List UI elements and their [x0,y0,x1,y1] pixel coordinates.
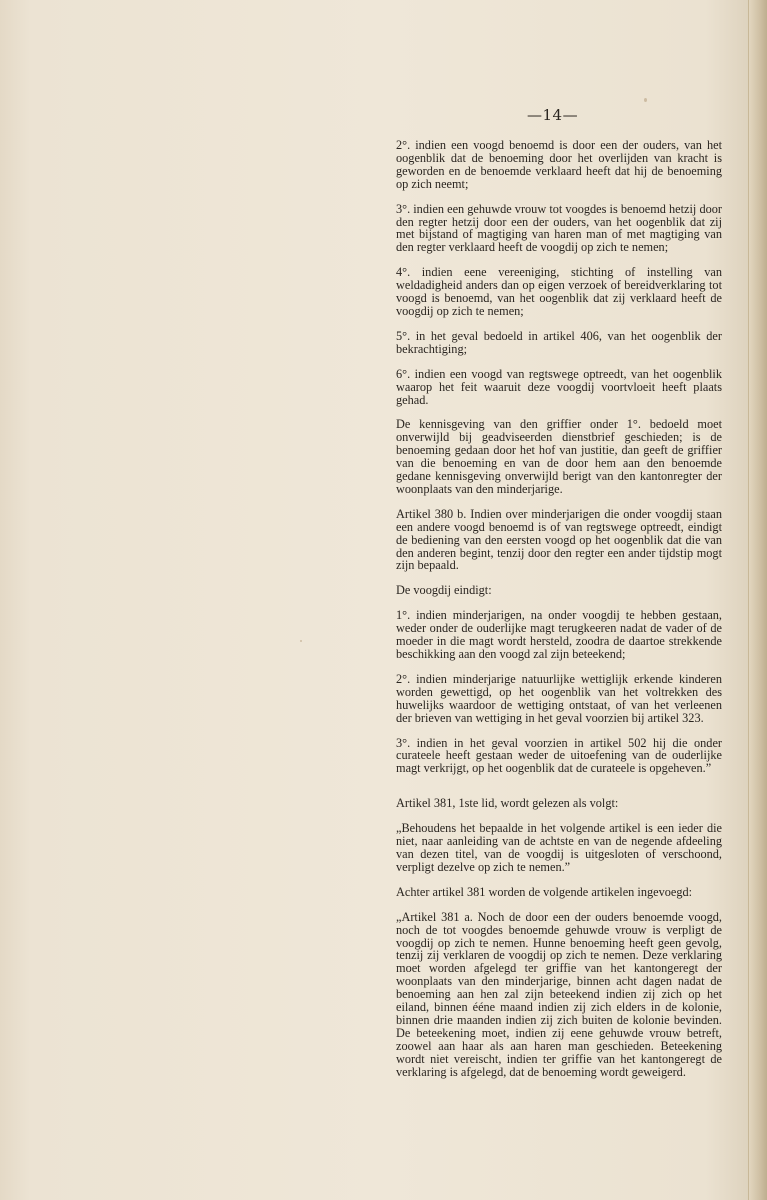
paragraph: 4°. indien eene vereeniging, stichting of instelling van weldadigheid anders dan op eigen verzoek of bereidverklaring tot voogd is benoemd, van het oogenblik dat zij verklaard heeft de voogdij op zich te nemen; [396,265,722,318]
paragraph: Artikel 380 b. Indien over minderjarigen die onder voogdij staan een andere voogd benoemd is of van regtswege optreedt, eindigt de bediening van den eersten voogd op het oogenblik dat die van den anderen begint, tenzij door den regter een ander tijdstip mogt zijn bepaald. [396,506,722,573]
body-text [396,139,722,1090]
page-binding-edge [748,0,767,1200]
page-number: —14— [527,106,579,124]
paper-spot [300,640,302,642]
paragraph: Artikel 381, 1ste lid, wordt gelezen als volgt: [396,796,619,811]
paragraph: Achter artikel 381 worden de volgende artikelen ingevoegd: [396,884,693,899]
paragraph: 1°. indien minderjarigen, na onder voogdij te hebben gestaan, weder onder de ouderlijke magt terugkeeren nadat de vader of de moeder in die magt wordt hersteld, zoodra de daartoe strekkende beschikking aan den voogd zal zijn beteekend; [396,608,722,661]
paragraph: 3°. indien in het geval voorzien in artikel 502 hij die onder curateele heeft gestaan weder de uitoefening van de ouderlijke magt verkrijgt, op het oogenblik dat de curateele is opgeheven.” [396,735,722,776]
paper-spot [644,98,647,102]
paragraph: 5°. in het geval bedoeld in artikel 406, van het oogenblik der bekrachtiging; [396,328,722,356]
paragraph: 3°. indien een gehuwde vrouw tot voogdes is benoemd hetzij door den regter hetzij door een der ouders, van het oogenblik dat zij met bijstand of magtiging van haren man of met magtiging van den regter verklaard heeft de voogdij op zich te nemen; [396,201,722,255]
paragraph: De voogdij eindigt: [396,583,492,598]
paragraph: 6°. indien een voogd van regtswege optreedt, van het oogenblik waarop het feit waaruit deze voogdij voortvloeit heeft plaats gehad. [396,366,722,407]
paragraph: „Behoudens het bepaalde in het volgende artikel is een ieder die niet, naar aanleiding van de achtste en van de negende afdeeling van dezen titel, van de voogdij is uitgesloten of verschoond, verpligt dezelve op zich te nemen.” [396,821,722,874]
paragraph: 2°. indien minderjarige natuurlijke wettiglijk erkende kinderen worden gewettigd, op het oogenblik van het voltrekken des huwelijks waardoor de wettiging ontstaat, of van het verleenen der brieven van wettiging in het geval voorzien bij artikel 323. [396,671,722,725]
paragraph: De kennisgeving van den griffier onder 1°. bedoeld moet onverwijld bij geadviseerden dienstbrief geschieden; is de benoeming gedaan door het hof van justitie, dan geeft de griffier van die benoeming en van de door hem aan den benoemde gedane kennisgeving onverwijld berigt van den kantonregter der woonplaats van den minderjarige. [396,417,722,496]
paragraph: „Artikel 381 a. Noch de door een der ouders benoemde voogd, noch de tot voogdes benoemde gehuwde vrouw is verpligt de voogdij op zich te nemen. Hunne benoeming heeft geen gevolg, tenzij zij verklaren de voogdij op zich te nemen. Deze verklaring moet worden afgelegd ter griffie van het kantongeregt der woonplaats van den minderjarige, binnen acht dagen nadat de benoeming aan hen zal zijn beteekend indien zij zich op het eiland, binnen ééne maand indien zij zich elders in de kolonie, binnen drie maanden indien zij zich buiten de kolonie bevinden. De beteekening moet, indien zij eene gehuwde vrouw betreft, zoowel aan haar als aan haren man geschieden. Beteekening wordt niet vereischt, indien ter griffie van het kantongeregt de verklaring is afgelegd, dat de benoeming wordt geweigerd. [396,909,722,1079]
paragraph: 2°. indien een voogd benoemd is door een der ouders, van het oogenblik dat de benoeming door het overlijden van kracht is geworden en de benoemde verklaard heeft dat hij de benoeming op zich neemt; [396,138,722,191]
